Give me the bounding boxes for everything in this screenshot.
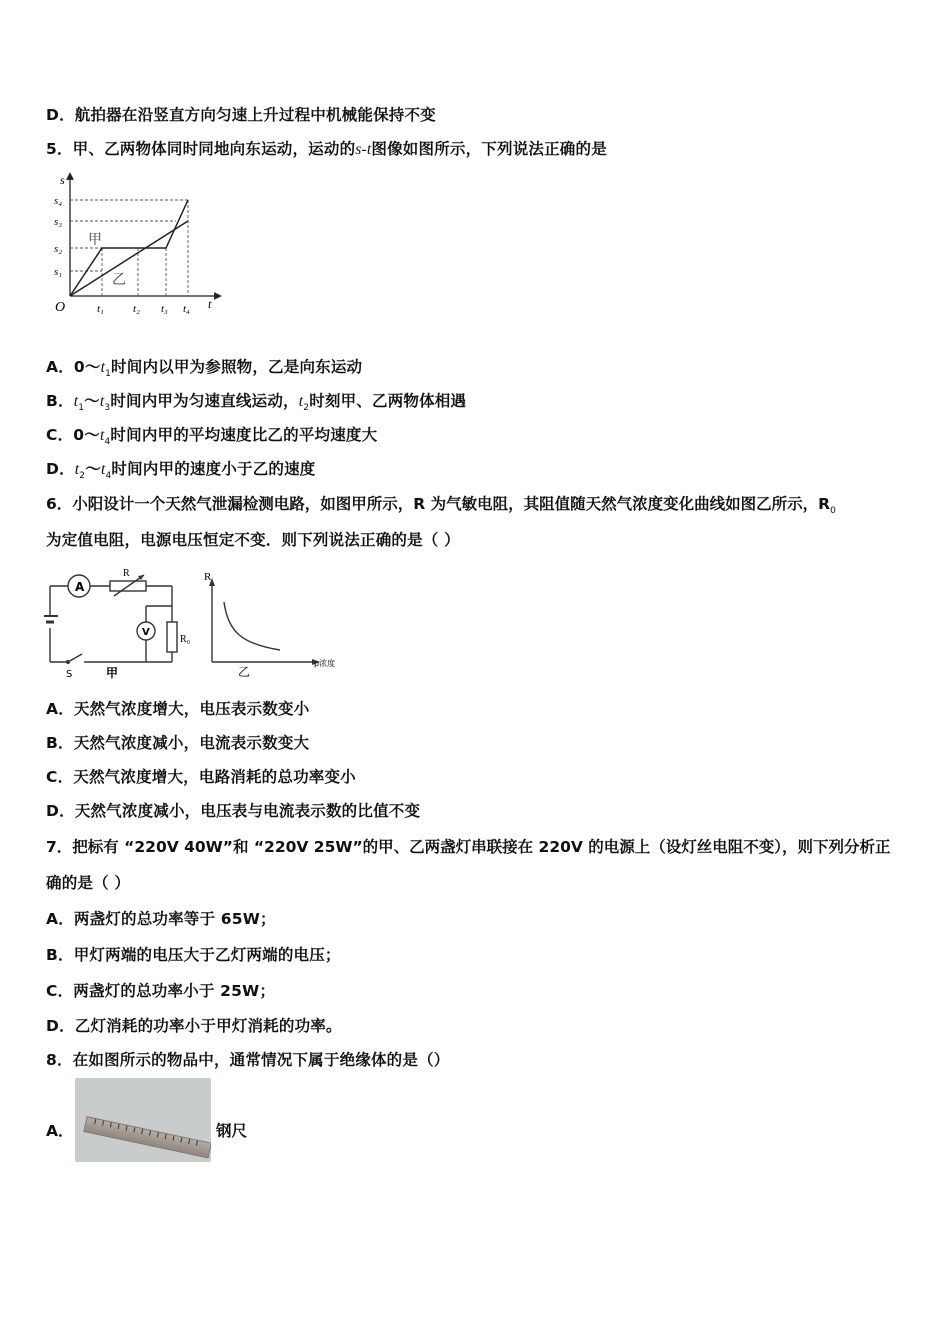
y-tick-s2: s₂ <box>54 243 63 255</box>
x-tick-t3: t₃ <box>161 303 168 315</box>
switch-label: S <box>66 669 73 680</box>
q5-option-b: B．$t_1\sim t_3$时间内甲为匀速直线运动，$t_2$时刻甲、乙两物体相遇 <box>46 392 467 414</box>
resistor-r0-label: R₀ <box>180 634 191 645</box>
q6-option-c: C．天然气浓度增大，电路消耗的总功率变小 <box>46 768 356 786</box>
q6-circuit-diagram <box>44 566 344 681</box>
resistor-r-label: R <box>123 568 130 579</box>
y-tick-s1: s₁ <box>54 266 63 278</box>
origin-label: O <box>55 300 66 315</box>
voltmeter-label: V <box>142 627 150 638</box>
q7-stem-line1: 7．把标有 “220V 40W”和 “220V 25W”的甲、乙两盏灯串联接在 220V 的电源上（设灯丝电阻不变），则下列分析正 <box>46 838 891 856</box>
graph-label-yi: 乙 <box>238 665 251 679</box>
x-tick-t4: t₄ <box>183 303 190 315</box>
q8-option-a-label: 钢尺 <box>216 1122 248 1140</box>
q7-option-a: A．两盏灯的总功率等于 65W； <box>46 910 276 928</box>
q7-option-b: B．甲灯两端的电压大于乙灯两端的电压； <box>46 946 341 964</box>
y-axis-label: s <box>60 173 65 187</box>
label-jia: 甲 <box>88 232 102 248</box>
q5-stem <box>46 137 607 159</box>
q5-option-a: A．$0\sim t_1$时间内以甲为参照物，乙是向东运动 <box>46 358 363 380</box>
x-tick-t2: t₂ <box>133 303 140 315</box>
y-tick-s4: s₄ <box>54 195 63 207</box>
q6-option-d: D．天然气浓度减小，电压表与电流表示数的比值不变 <box>46 802 421 820</box>
graph-y-label: R <box>204 571 212 583</box>
x-axis-label: t <box>208 297 212 311</box>
q8-stem: 8．在如图所示的物品中，通常情况下属于绝缘体的是（） <box>46 1051 450 1069</box>
q6-option-b: B．天然气浓度减小，电流表示数变大 <box>46 734 310 752</box>
q7-option-c: C．两盏灯的总功率小于 25W； <box>46 982 276 1000</box>
steel-ruler-image <box>75 1078 211 1162</box>
q7-stem-line2: 确的是（ ） <box>46 874 131 892</box>
y-tick-s3: s₃ <box>54 216 63 228</box>
q5-option-c: C．$0\sim t_4$时间内甲的平均速度比乙的平均速度大 <box>46 426 378 448</box>
q5-stem-part2: 图像如图所示，下列说法正确的是 <box>371 140 607 158</box>
q6-stem-line1: 6．小阳设计一个天然气泄漏检测电路，如图甲所示，R 为气敏电阻，其阻值随天然气浓度变化曲线如图乙所示，$R_0$ <box>46 495 836 517</box>
q6-option-a: A．天然气浓度增大，电压表示数变小 <box>46 700 310 718</box>
q4-option-d: D．航拍器在沿竖直方向匀速上升过程中机械能保持不变 <box>46 106 436 124</box>
q5-stem-st: s-t <box>355 141 372 158</box>
label-yi: 乙 <box>112 272 126 288</box>
ammeter-label: A <box>75 580 85 594</box>
circuit-label-jia: 甲 <box>106 666 119 680</box>
graph-x-label: ρ浓度 <box>314 659 336 668</box>
q8-option-a-letter: A． <box>46 1122 74 1140</box>
x-tick-t1: t₁ <box>97 303 104 315</box>
q6-stem-line2: 为定值电阻，电源电压恒定不变．则下列说法正确的是（ ） <box>46 531 460 549</box>
q7-option-d: D．乙灯消耗的功率小于甲灯消耗的功率。 <box>46 1017 342 1035</box>
ruler-bar <box>83 1116 211 1158</box>
q5-option-d: D．$t_2\sim t_4$时间内甲的速度小于乙的速度 <box>46 460 316 482</box>
q5-stem-part1: 5．甲、乙两物体同时同地向东运动，运动的 <box>46 140 356 158</box>
q5-st-graph <box>46 170 226 320</box>
